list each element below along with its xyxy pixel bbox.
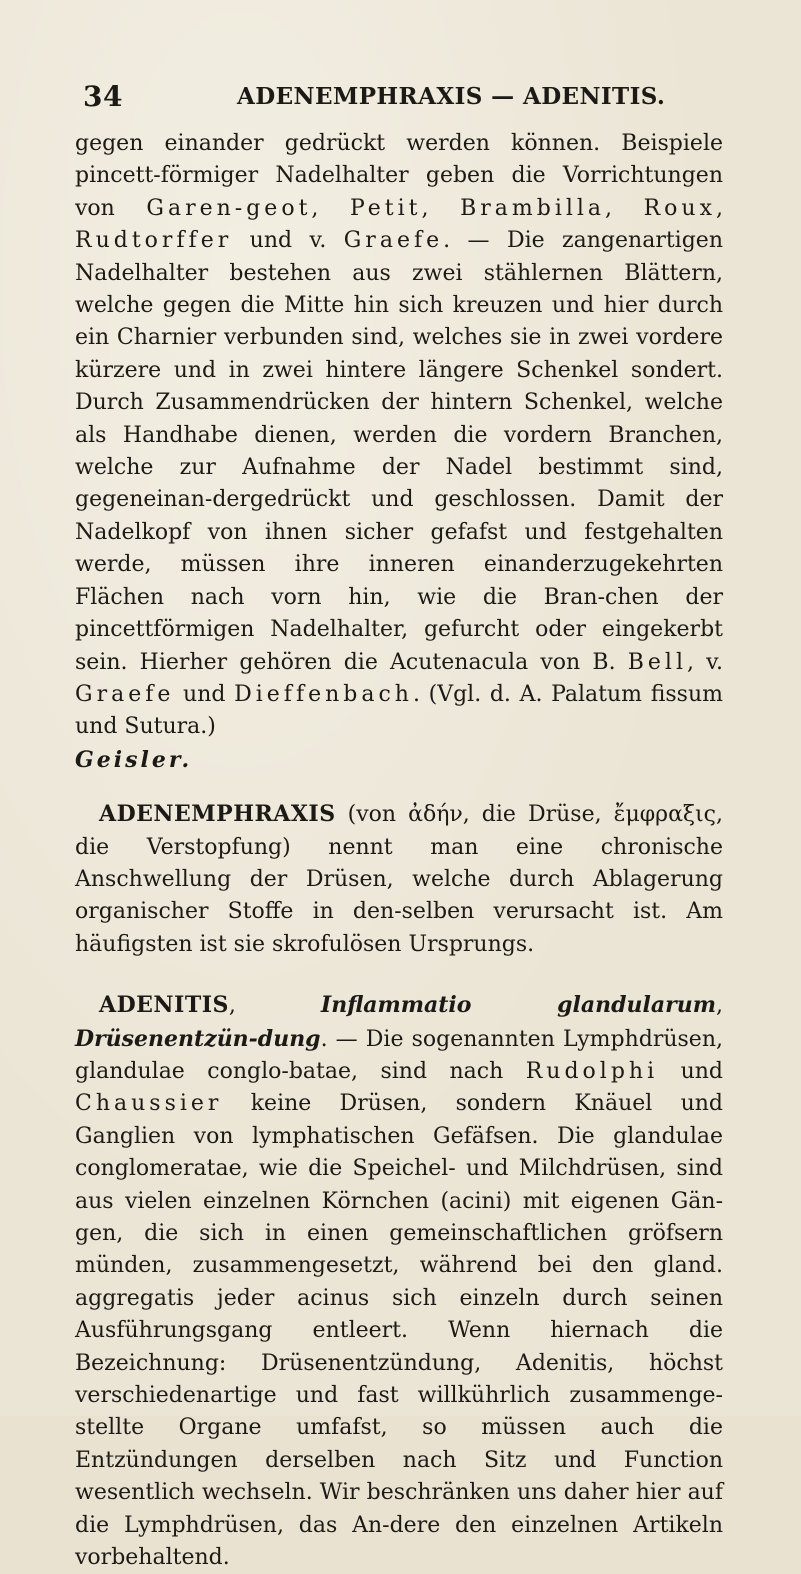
running-title: ADENEMPHRAXIS — ADENITIS. (237, 83, 666, 110)
page-header (83, 80, 723, 124)
page-number: 34 (83, 80, 123, 113)
author-name: Rudolphi (525, 1058, 659, 1084)
text-run: (von ἀδήν, die Drüse, ἔμφραξις, die Verstopfung) nennt man eine chronische Anschwellung der Drüsen, welche durch Ablagerung organischer Stoffe in den-selben verursacht ist. Am häufigsten ist sie skrofulösen Ursprungs. (75, 802, 723, 957)
author-name: Graefe (75, 681, 175, 707)
author-name: Chaussier (75, 1091, 223, 1117)
author-name: Roux (643, 195, 716, 221)
text-run: gegen einander gedrückt werden können. Beispiele pincett-förmiger Nadelhalter geben die Vorrichtungen von (75, 131, 723, 221)
entry-headword: ADENEMPHRAXIS (99, 801, 336, 828)
text-run: keine Drüsen, sondern Knäuel und Ganglien von lymphatischen Gefäfsen. Die glandulae conglomeratae, wie die Speichel- und Milchdrüsen, sind aus vielen einzelnen Körnchen (acini) mit eigenen Gän-gen, die sich in einen gemeinschaftlichen gröfsern münden, zusammengesetzt, während bei den gland. aggregatis jeder acinus sich einzeln durch seinen Ausführungsgang entleert. Wenn hiernach die Bezeichnung: Drüsenentzündung, Adenitis, höchst verschiedenartige und fast willkührlich zusammenge-stellte Organe umfafst, so müssen auch die Entzündungen derselben nach Sitz und Function wesentlich wechseln. Wir beschränken uns daher hier auf die Lymphdrüsen, das An-dere den einzelnen Artikeln vorbehaltend. (75, 1091, 723, 1571)
author-name: Bell (627, 649, 688, 675)
author-signature: Geisler. (75, 746, 193, 773)
author-name: Garen-geot (146, 195, 312, 221)
text-run: . — Die zangenartigen Nadelhalter bestehen aus zwei stählernen Blättern, welche gegen die Mitte hin sich kreuzen und hier durch ein Charnier verbunden sind, welches sie in zwei vordere kürzere und in zwei hintere längere Schenkel sondert. Durch Zusammendrücken der hintern Schenkel, welche als Handhabe dienen, werden die vordern Branchen, welche zur Aufnahme der Nadel bestimmt sind, gegeneinan-dergedrückt und geschlossen. Damit der Nadelkopf von ihnen sicher gefafst und festgehalten werde, müssen ihre inneren einanderzugekehrten Flächen nach vorn hin, wie die Bran-chen der pincettförmigen Nadelhalter, gefurcht oder eingekerbt sein. Hierher gehören die Acutenacula von B. (75, 228, 723, 675)
text-run: und (174, 681, 235, 707)
author-name: Dieffenbach (234, 681, 413, 707)
text-run: und (658, 1058, 724, 1084)
author-name: Rudtorffer (75, 228, 233, 254)
text-run: , (715, 195, 723, 221)
entry-adenemphraxis (75, 798, 723, 961)
entry-headword: ADENITIS (99, 992, 229, 1019)
entry-adenitis (75, 989, 723, 1574)
text-run: , v. (687, 649, 723, 675)
latin-term: Inflammatio glandularum (320, 992, 716, 1019)
text-run: , (228, 993, 321, 1019)
text-run: . — Die sogenannten Lymphdrüsen, glandulae conglo-batae, sind nach (75, 1026, 723, 1084)
page-body (75, 128, 723, 1574)
text-run: . (Vgl. d. A. Palatum fissum und Sutura.) (75, 681, 723, 740)
paragraph-nadelhalter (75, 128, 723, 744)
text-run: , (311, 195, 350, 221)
text-run: , (605, 195, 644, 221)
text-run: , (716, 993, 723, 1019)
text-run: und v. (232, 228, 344, 254)
german-term: Drüsenentzün-dung (75, 1025, 321, 1052)
author-name: Petit (349, 195, 422, 221)
author-name: Brambilla (460, 195, 606, 221)
text-run: , (421, 195, 461, 221)
author-name: Graefe (343, 228, 444, 254)
